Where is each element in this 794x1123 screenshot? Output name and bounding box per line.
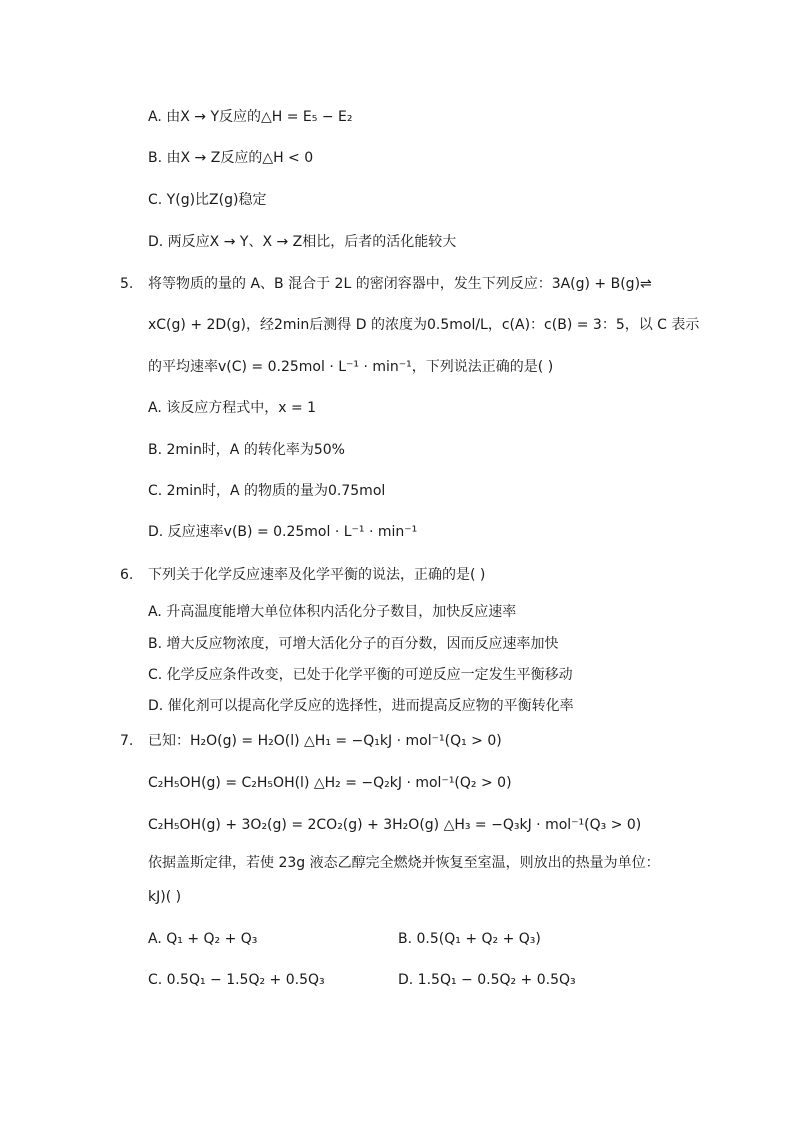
q7-stem-line-1: 已知：H₂O(g) = H₂O(l) △H₁ = −Q₁kJ · mol⁻¹(Q₁ > 0) (148, 733, 502, 749)
q5-option-c: C. 2min时，A 的物质的量为0.75mol (148, 483, 386, 499)
question-number-5: 5. (120, 276, 134, 292)
q6-option-b: B. 增大反应物浓度，可增大活化分子的百分数，因而反应速率加快 (148, 636, 559, 652)
q7-stem-line-2: C₂H₅OH(g) = C₂H₅OH(l) △H₂ = −Q₂kJ · mol⁻¹(Q₂ > 0) (148, 775, 512, 791)
q5-stem-line-3: 的平均速率v(C) = 0.25mol · L⁻¹ · min⁻¹，下列说法正确的是( ) (148, 359, 554, 375)
q7-stem-line-3: C₂H₅OH(g) + 3O₂(g) = 2CO₂(g) + 3H₂O(g) △H₃ = −Q₃kJ · mol⁻¹(Q₃ > 0) (148, 817, 642, 833)
q7-stem-line-4: 依据盖斯定律，若使 23g 液态乙醇完全燃烧并恢复至室温，则放出的热量为单位： (148, 855, 660, 871)
q5-option-d: D. 反应速率v(B) = 0.25mol · L⁻¹ · min⁻¹ (148, 524, 418, 540)
q7-option-b: B. 0.5(Q₁ + Q₂ + Q₃) (398, 931, 541, 947)
q7-option-d: D. 1.5Q₁ − 0.5Q₂ + 0.5Q₃ (398, 972, 576, 988)
q4-option-b: B. 由X → Z反应的△H < 0 (148, 150, 314, 166)
q5-stem-line-2: xC(g) + 2D(g)，经2min后测得 D 的浓度为0.5mol/L，c(A)：c(B) = 3：5，以 C 表示 (148, 317, 700, 333)
q7-option-a: A. Q₁ + Q₂ + Q₃ (148, 931, 258, 947)
q6-option-a: A. 升高温度能增大单位体积内活化分子数目，加快反应速率 (148, 604, 517, 620)
q6-option-d: D. 催化剂可以提高化学反应的选择性，进而提高反应物的平衡转化率 (148, 698, 574, 714)
q6-stem: 下列关于化学反应速率及化学平衡的说法，正确的是( ) (148, 567, 486, 583)
question-number-7: 7. (120, 733, 134, 749)
q4-option-a: A. 由X → Y反应的△H = E₅ − E₂ (148, 109, 353, 125)
q7-option-c: C. 0.5Q₁ − 1.5Q₂ + 0.5Q₃ (148, 972, 325, 988)
q6-option-c: C. 化学反应条件改变，已处于化学平衡的可逆反应一定发生平衡移动 (148, 667, 573, 683)
q4-option-c: C. Y(g)比Z(g)稳定 (148, 192, 267, 208)
q4-option-d: D. 两反应X → Y、X → Z相比，后者的活化能较大 (148, 234, 457, 250)
q5-option-b: B. 2min时，A 的转化率为50% (148, 442, 345, 458)
q7-stem-line-5: kJ)( ) (148, 889, 182, 905)
q5-stem-line-1: 将等物质的量的 A、B 混合于 2L 的密闭容器中，发生下列反应：3A(g) + B(g)⇌ (148, 276, 652, 292)
q5-option-a: A. 该反应方程式中，x = 1 (148, 400, 317, 416)
question-number-6: 6. (120, 567, 134, 583)
